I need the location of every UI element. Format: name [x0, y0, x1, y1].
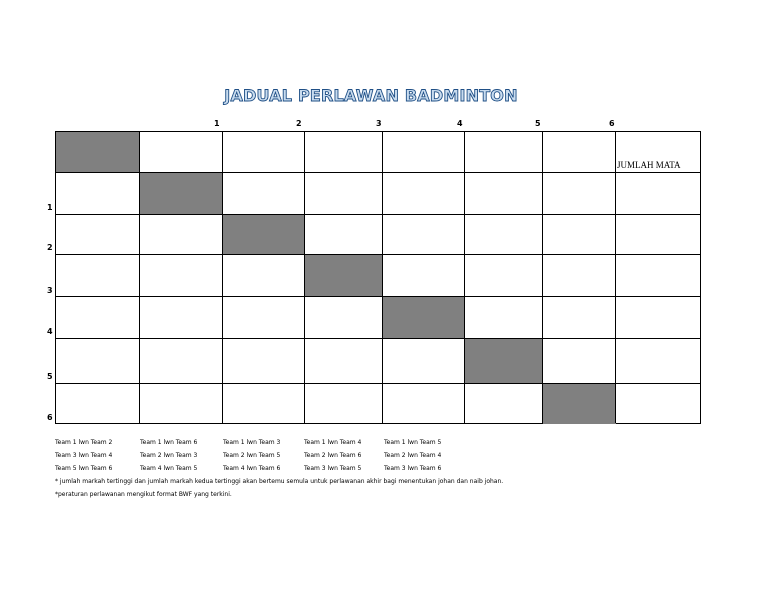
row-number-4: 4: [47, 327, 53, 336]
match-entry: Team 3 lwn Team 4: [55, 452, 113, 459]
row-number-2: 2: [47, 243, 53, 252]
grid-column-line: [542, 132, 543, 423]
column-number-1: 1: [214, 119, 220, 128]
shaded-cell-5-5: [465, 339, 543, 384]
match-entry: Team 1 lwn Team 5: [384, 439, 442, 446]
shaded-cell-corner: [56, 132, 140, 173]
grid-column-line: [139, 132, 140, 423]
grid-column-line: [464, 132, 465, 423]
match-entry: Team 1 lwn Team 3: [223, 439, 281, 446]
grid-column-line: [382, 132, 383, 423]
note-final: * jumlah markah tertinggi dan jumlah markah kedua tertinggi akan bertemu semula untuk perlawanan akhir bagi menentukan johan dan naib johan.: [55, 478, 504, 485]
grid-row-line: [56, 254, 700, 255]
shaded-cell-3-3: [305, 255, 383, 297]
total-points-header: JUMLAH MATA: [617, 160, 681, 170]
match-entry: Team 1 lwn Team 2: [55, 439, 113, 446]
match-entry: Team 5 lwn Team 6: [55, 465, 113, 472]
column-number-6: 6: [609, 119, 615, 128]
page-title: JADUAL PERLAWAN BADMINTON: [224, 86, 518, 105]
grid-row-line: [56, 214, 700, 215]
match-entry: Team 4 lwn Team 6: [223, 465, 281, 472]
grid-row-line: [56, 338, 700, 339]
match-entry: Team 2 lwn Team 5: [223, 452, 281, 459]
match-entry: Team 3 lwn Team 5: [304, 465, 362, 472]
row-number-6: 6: [47, 413, 53, 422]
grid-row-line: [56, 172, 700, 173]
match-entry: Team 1 lwn Team 4: [304, 439, 362, 446]
match-entry: Team 2 lwn Team 3: [140, 452, 198, 459]
column-number-4: 4: [457, 119, 463, 128]
shaded-cell-4-4: [383, 297, 465, 339]
schedule-grid: [55, 131, 701, 424]
column-number-3: 3: [376, 119, 382, 128]
grid-column-line: [222, 132, 223, 423]
grid-column-line: [304, 132, 305, 423]
note-rules: *peraturan perlawanan mengikut format BWF yang terkini.: [55, 491, 232, 498]
match-entry: Team 2 lwn Team 6: [304, 452, 362, 459]
shaded-cell-1-1: [140, 173, 223, 215]
row-number-1: 1: [47, 203, 53, 212]
grid-column-line: [615, 132, 616, 423]
column-number-5: 5: [535, 119, 541, 128]
match-entry: Team 4 lwn Team 5: [140, 465, 198, 472]
match-entry: Team 2 lwn Team 4: [384, 452, 442, 459]
row-number-5: 5: [47, 372, 53, 381]
grid-row-line: [56, 383, 700, 384]
shaded-cell-6-6: [543, 384, 616, 424]
grid-row-line: [56, 296, 700, 297]
shaded-cell-2-2: [223, 215, 305, 255]
match-entry: Team 3 lwn Team 6: [384, 465, 442, 472]
column-number-2: 2: [296, 119, 302, 128]
row-number-3: 3: [47, 286, 53, 295]
match-entry: Team 1 lwn Team 6: [140, 439, 198, 446]
